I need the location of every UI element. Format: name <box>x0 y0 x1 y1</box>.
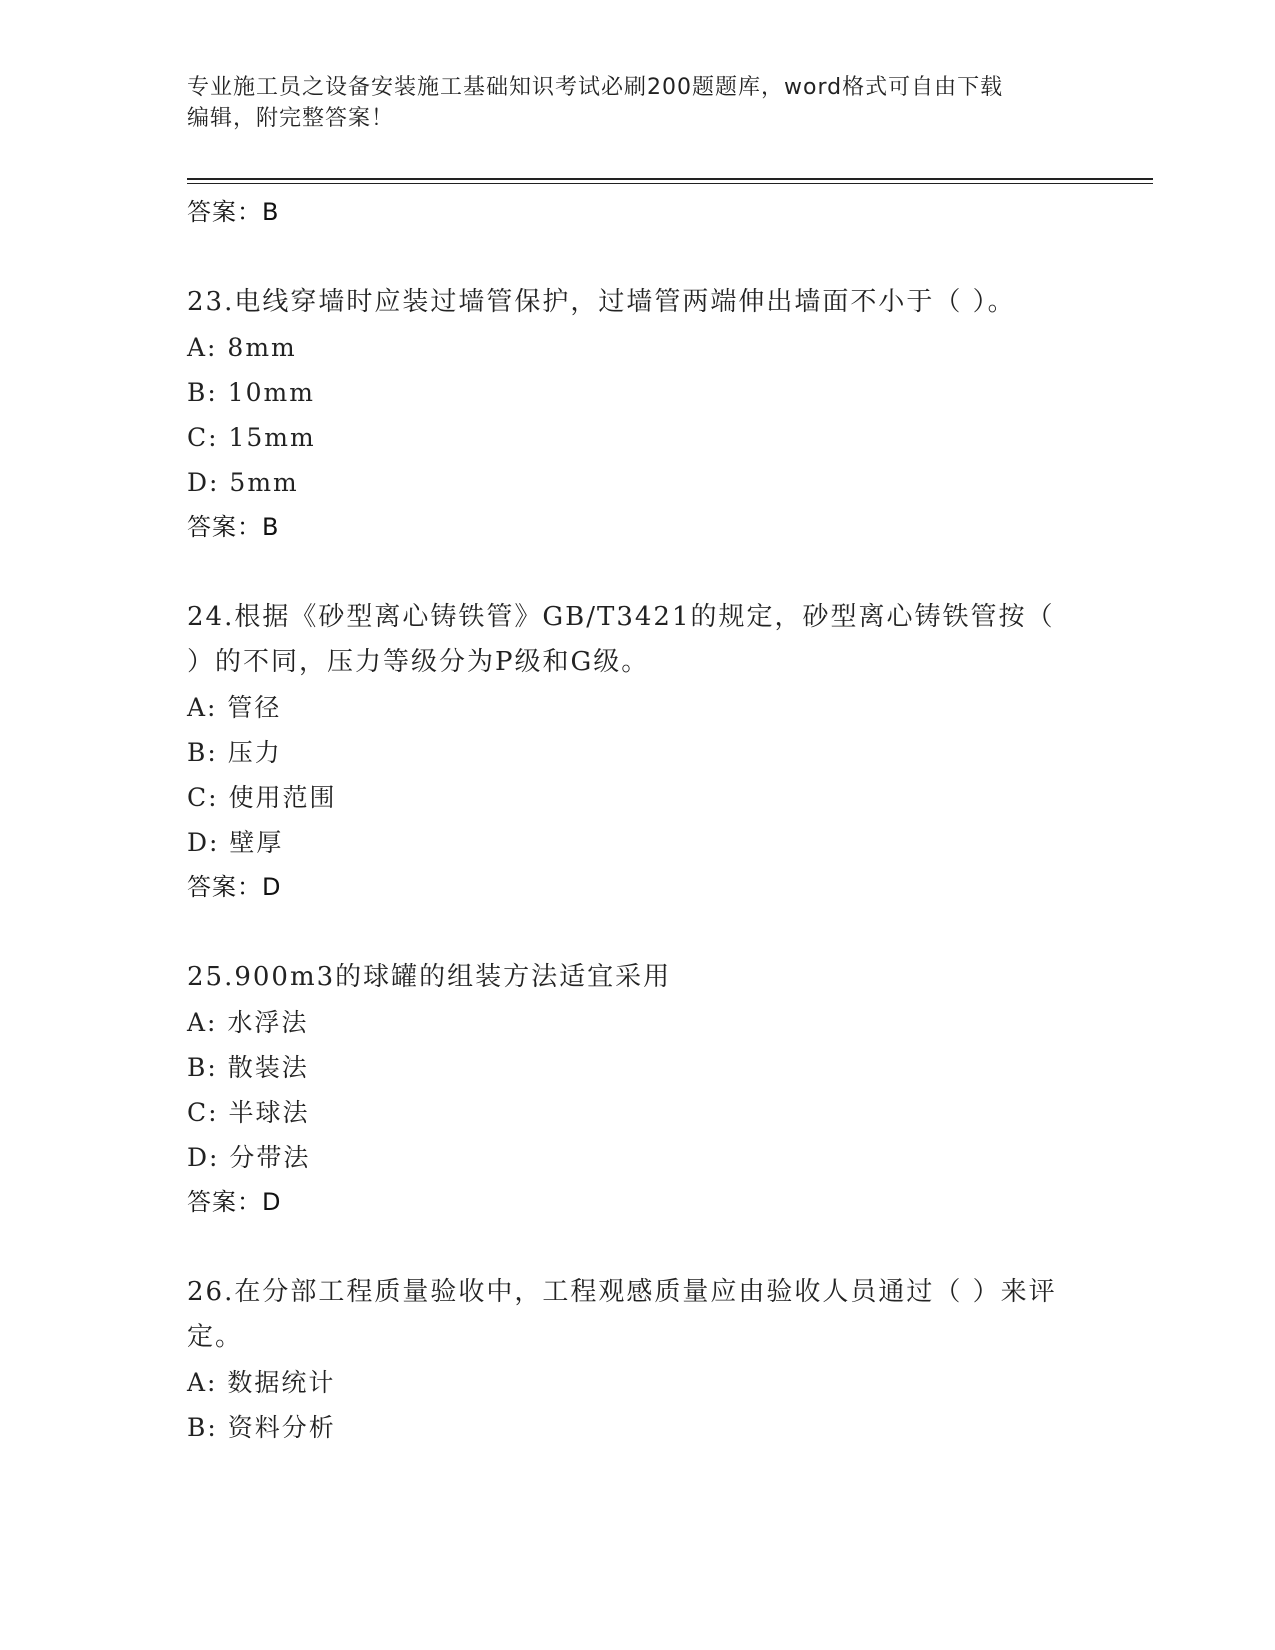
option-b: B: 10mm <box>187 378 315 407</box>
question-text: 23.电线穿墙时应装过墙管保护，过墙管两端伸出墙面不小于（ ）。 <box>187 287 1016 317</box>
option-a: A: 数据统计 <box>187 1368 336 1397</box>
header-rule-thick <box>187 178 1153 180</box>
question-24 <box>187 595 1067 910</box>
option-b: B: 压力 <box>187 738 282 767</box>
option-b: B: 散装法 <box>187 1053 309 1082</box>
question-text: 25.900m3的球罐的组装方法适宜采用 <box>187 962 672 992</box>
option-c: C: 15mm <box>187 423 316 452</box>
question-26 <box>187 1270 1067 1450</box>
previous-answer: 答案：B <box>187 198 280 226</box>
header-rule-thin <box>187 183 1153 184</box>
header-line-2: 编辑，附完整答案！ <box>187 106 395 131</box>
option-c: C: 使用范围 <box>187 783 337 812</box>
question-text: 26.在分部工程质量验收中，工程观感质量应由验收人员通过（ ）来评定。 <box>187 1277 1057 1352</box>
question-23 <box>187 280 1067 550</box>
question-text: 24.根据《砂型离心铸铁管》GB/T3421的规定，砂型离心铸铁管按（ ）的不同，压力等级分为P级和G级。 <box>187 602 1055 677</box>
option-a: A: 水浮法 <box>187 1008 309 1037</box>
option-b: B: 资料分析 <box>187 1413 336 1442</box>
question-list <box>187 190 1067 1450</box>
answer: 答案：B <box>187 513 280 541</box>
header-line-1: 专业施工员之设备安装施工基础知识考试必刷200题题库，word格式可自由下载 <box>187 75 1004 100</box>
document-header <box>187 72 1067 134</box>
option-d: D: 5mm <box>187 468 299 497</box>
option-c: C: 半球法 <box>187 1098 310 1127</box>
option-a: A: 8mm <box>187 333 297 362</box>
option-d: D: 壁厚 <box>187 828 284 857</box>
answer: 答案：D <box>187 1188 282 1216</box>
answer: 答案：D <box>187 873 282 901</box>
option-a: A: 管径 <box>187 693 282 722</box>
question-25 <box>187 955 1067 1225</box>
option-d: D: 分带法 <box>187 1143 311 1172</box>
